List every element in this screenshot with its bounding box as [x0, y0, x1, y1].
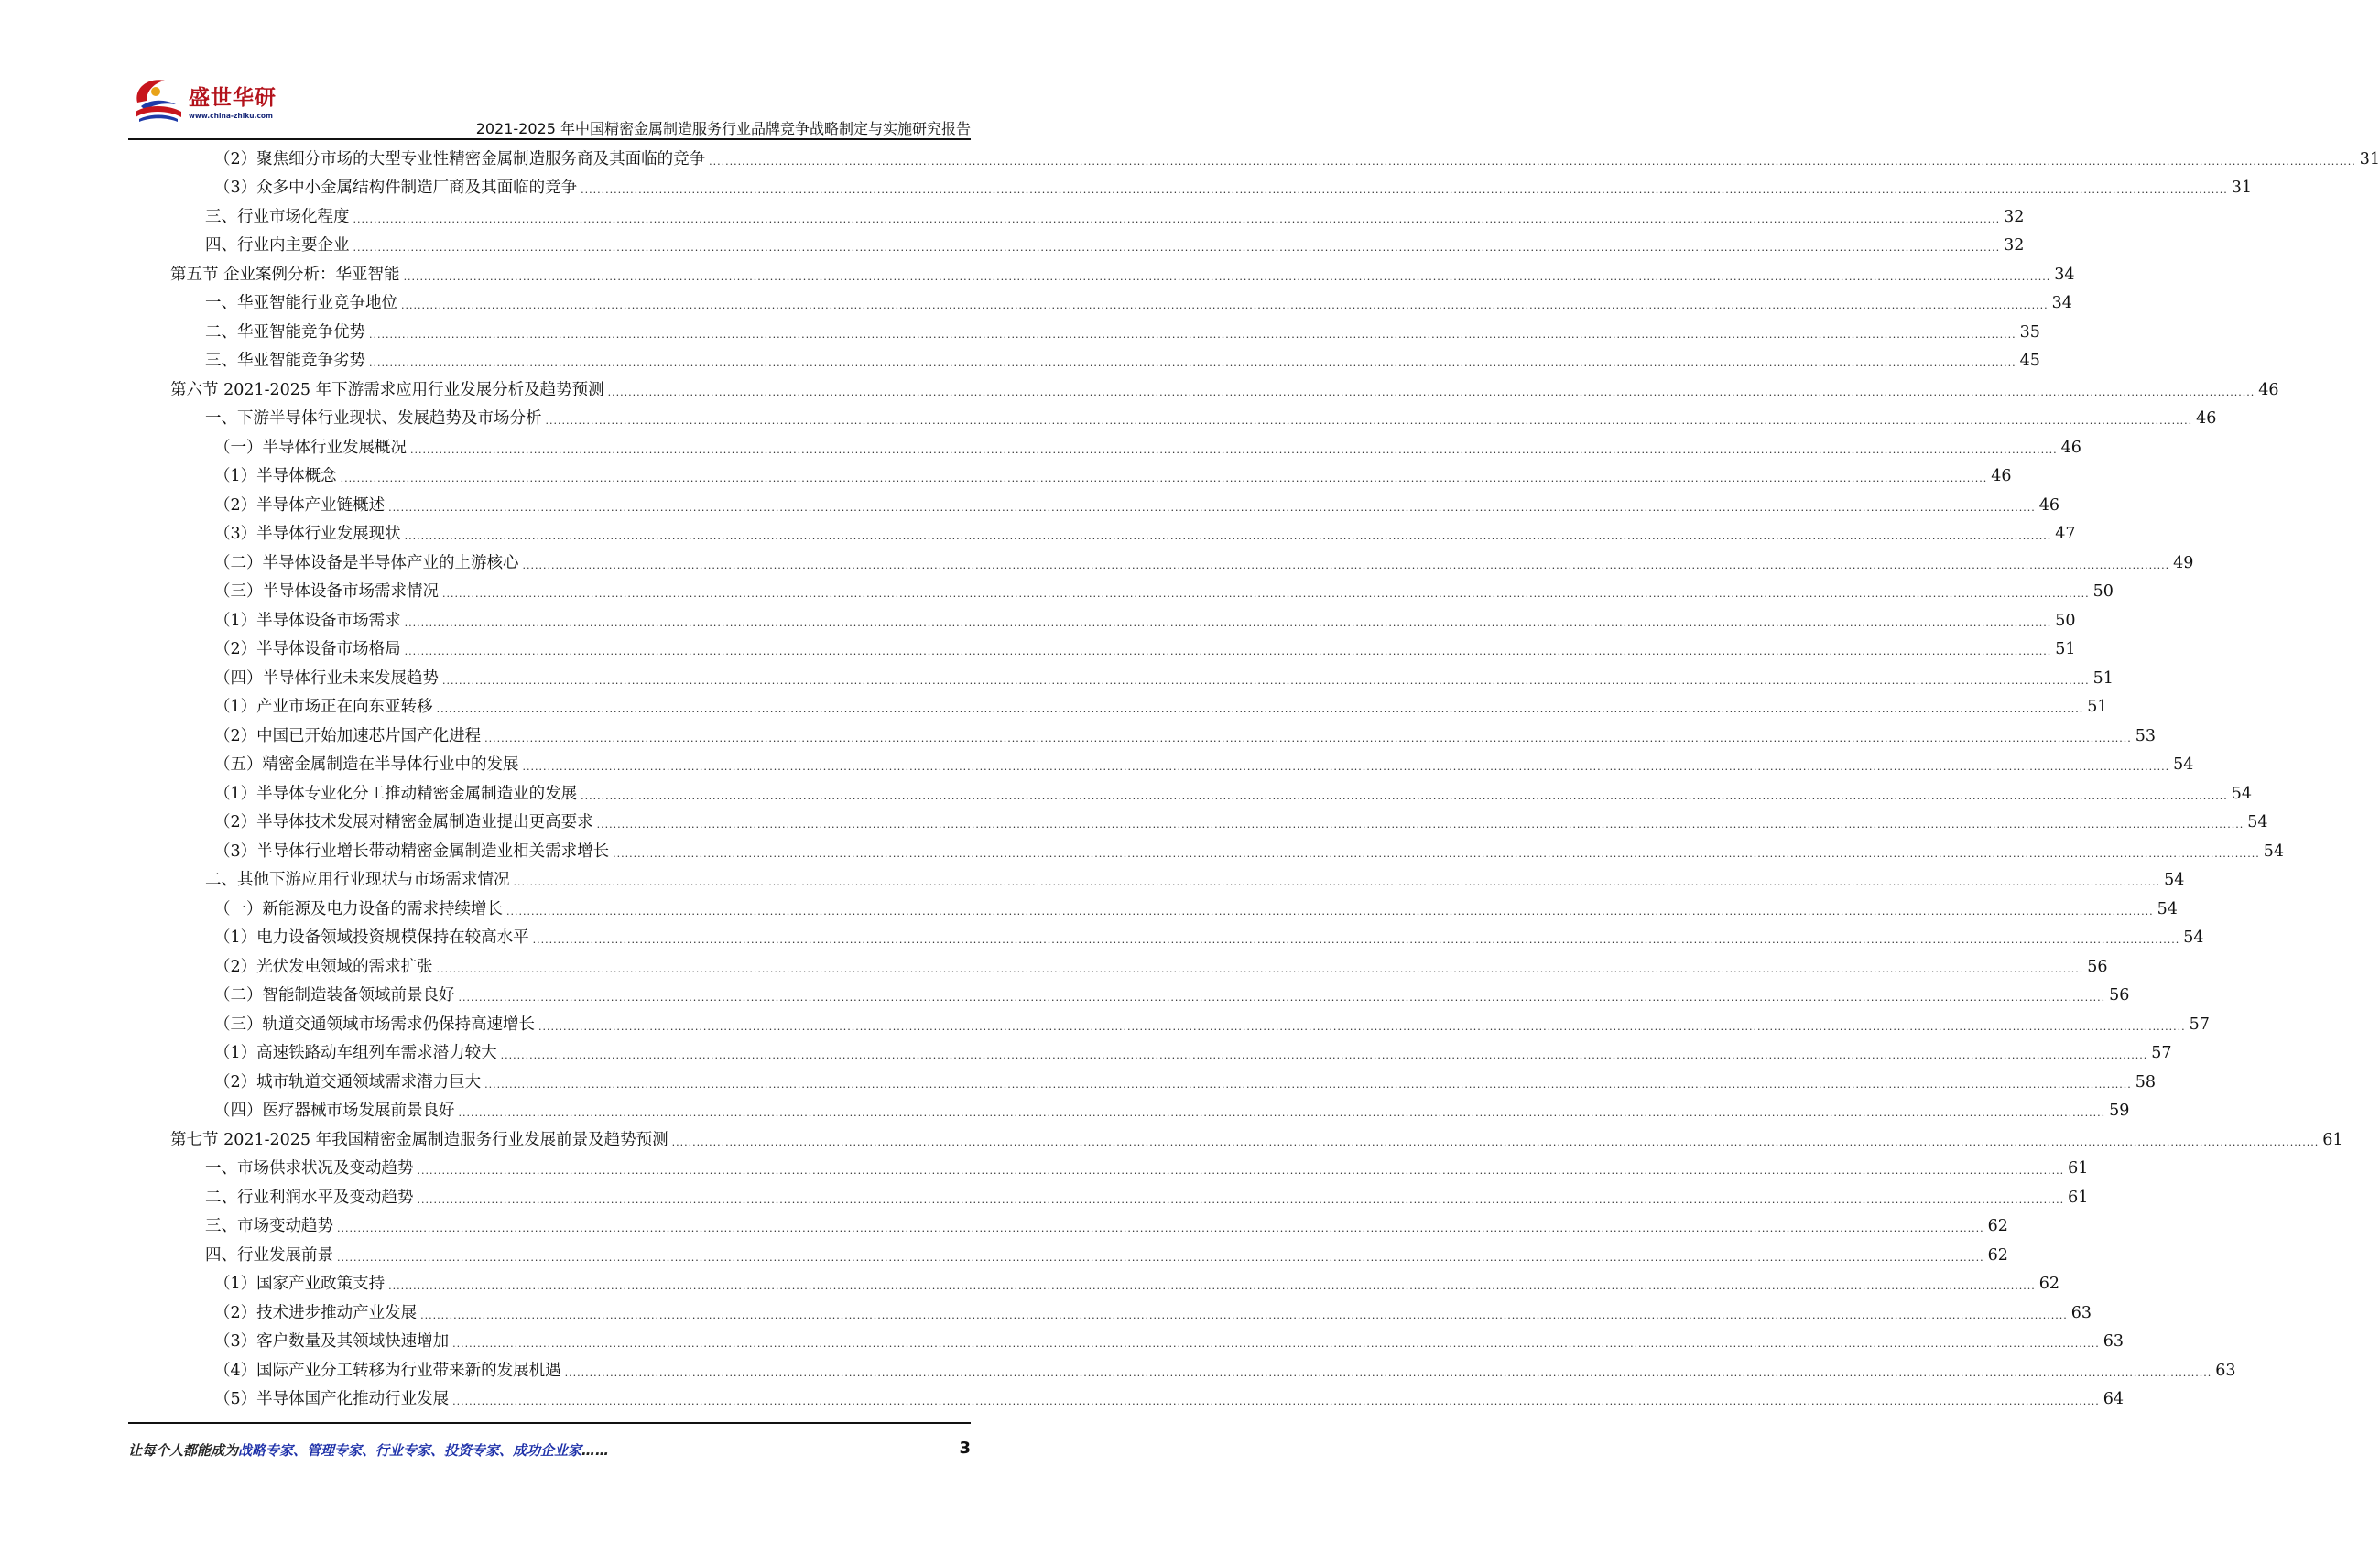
toc-entry-page: 54 — [2183, 928, 2204, 948]
company-logo — [128, 71, 293, 128]
toc-entry-label: （1）电力设备领域投资规模保持在较高水平 — [214, 928, 529, 948]
toc-entry[interactable] — [170, 809, 2268, 838]
toc-entry-page: 62 — [2038, 1275, 2060, 1294]
toc-entry[interactable] — [170, 693, 2108, 722]
toc-entry-page: 63 — [2103, 1332, 2125, 1352]
toc-entry-page: 62 — [1987, 1245, 2008, 1265]
toc-entry[interactable] — [170, 318, 2040, 347]
toc-entry-page: 46 — [2060, 438, 2081, 457]
toc-entry[interactable] — [170, 347, 2040, 376]
toc-entry-page: 46 — [2258, 380, 2279, 399]
toc-leader-dots: ................................................................................................................................................................................................................................................................................................................................................................................................................ — [500, 1049, 2148, 1062]
toc-entry[interactable] — [170, 1097, 2130, 1126]
toc-entry[interactable] — [170, 1212, 2008, 1242]
toc-entry-label: （1）半导体专业化分工推动精密金属制造业的发展 — [214, 784, 578, 803]
toc-entry-label: （四）半导体行业未来发展趋势 — [214, 668, 439, 688]
toc-entry[interactable] — [170, 751, 2194, 780]
toc-entry-label: （一）半导体行业发展概况 — [214, 438, 407, 457]
toc-entry-label: 一、市场供求状况及变动趋势 — [205, 1159, 414, 1178]
toc-leader-dots: ................................................................................................................................................................................................................................................................................................................................................................................................................ — [484, 732, 2132, 744]
footer-slogan-prefix: 让每个人都能成为 — [128, 1442, 239, 1459]
toc-entry-page: 54 — [2157, 899, 2178, 918]
toc-entry[interactable] — [170, 1270, 2060, 1299]
toc-leader-dots: ................................................................................................................................................................................................................................................................................................................................................................................................................ — [388, 1280, 2036, 1293]
toc-entry[interactable] — [170, 578, 2114, 607]
toc-leader-dots: ................................................................................................................................................................................................................................................................................................................................................................................................................ — [369, 328, 2016, 341]
toc-entry[interactable] — [170, 405, 2217, 434]
toc-entry-page: 64 — [2103, 1390, 2125, 1409]
toc-entry-page: 46 — [2196, 409, 2217, 429]
toc-entry[interactable] — [170, 1039, 2172, 1069]
toc-leader-dots: ................................................................................................................................................................................................................................................................................................................................................................................................................ — [442, 588, 2090, 601]
toc-entry-page: 32 — [2004, 207, 2025, 226]
toc-entry-label: 四、行业发展前景 — [205, 1245, 333, 1265]
toc-entry-page: 46 — [1991, 467, 2012, 486]
toc-leader-dots: ................................................................................................................................................................................................................................................................................................................................................................................................................ — [596, 819, 2244, 831]
toc-entry[interactable] — [170, 232, 2025, 261]
toc-entry-page: 47 — [2055, 525, 2076, 544]
toc-entry-label: （2）聚焦细分市场的大型专业性精密金属制造服务商及其面临的竞争 — [214, 149, 706, 168]
toc-entry[interactable] — [170, 145, 2380, 174]
toc-entry-label: 一、华亚智能行业竞争地位 — [205, 294, 397, 313]
toc-leader-dots: ................................................................................................................................................................................................................................................................................................................................................................................................................ — [452, 1338, 2100, 1351]
footer-slogan-highlight: 战略专家、管理专家、行业专家、投资专家、成功企业家 — [238, 1442, 582, 1459]
toc-entry[interactable] — [170, 1385, 2125, 1415]
toc-entry-page: 34 — [2054, 265, 2075, 284]
toc-entry-label: （2）半导体技术发展对精密金属制造业提出更高要求 — [214, 813, 593, 832]
toc-entry[interactable] — [170, 779, 2253, 809]
toc-entry[interactable] — [170, 1068, 2157, 1097]
toc-entry-label: （2）半导体产业链概述 — [214, 495, 386, 515]
toc-entry[interactable] — [170, 202, 2025, 232]
toc-entry[interactable] — [170, 722, 2157, 751]
toc-entry-page: 34 — [2051, 294, 2072, 313]
toc-leader-dots: ................................................................................................................................................................................................................................................................................................................................................................................................................ — [513, 876, 2161, 889]
toc-leader-dots: ................................................................................................................................................................................................................................................................................................................................................................................................................ — [613, 847, 2260, 860]
toc-entry-page: 31 — [2359, 149, 2380, 168]
toc-entry-page: 61 — [2068, 1188, 2089, 1207]
toc-leader-dots: ................................................................................................................................................................................................................................................................................................................................................................................................................ — [404, 530, 2052, 543]
toc-leader-dots: ................................................................................................................................................................................................................................................................................................................................................................................................................ — [458, 992, 2106, 1004]
toc-leader-dots: ................................................................................................................................................................................................................................................................................................................................................................................................................ — [522, 559, 2170, 571]
toc-entry-label: （三）轨道交通领域市场需求仍保持高速增长 — [214, 1015, 535, 1034]
toc-entry[interactable] — [170, 433, 2081, 462]
toc-leader-dots: ................................................................................................................................................................................................................................................................................................................................................................................................................ — [532, 934, 2180, 947]
toc-entry-label: （2）半导体设备市场格局 — [214, 640, 401, 659]
toc-leader-dots: ................................................................................................................................................................................................................................................................................................................................................................................................................ — [436, 703, 2084, 716]
table-of-contents — [170, 145, 2380, 1414]
footer-slogan-suffix: …… — [581, 1442, 610, 1459]
toc-leader-dots: ................................................................................................................................................................................................................................................................................................................................................................................................................ — [581, 184, 2228, 197]
toc-leader-dots: ................................................................................................................................................................................................................................................................................................................................................................................................................ — [436, 962, 2084, 975]
toc-entry-label: （2）技术进步推动产业发展 — [214, 1303, 418, 1322]
toc-entry-page: 58 — [2135, 1072, 2157, 1091]
toc-entry-label: （2）光伏发电领域的需求扩张 — [214, 957, 433, 976]
toc-entry-label: （2）城市轨道交通领域需求潜力巨大 — [214, 1072, 482, 1091]
toc-entry-label: （3）客户数量及其领域快速增加 — [214, 1332, 450, 1352]
toc-entry[interactable] — [170, 924, 2204, 953]
toc-entry-label: （3）半导体行业发展现状 — [214, 525, 401, 544]
toc-entry[interactable] — [170, 1010, 2210, 1039]
toc-entry[interactable] — [170, 1328, 2125, 1357]
toc-leader-dots: ................................................................................................................................................................................................................................................................................................................................................................................................................ — [538, 1020, 2186, 1033]
toc-entry[interactable] — [170, 260, 2075, 289]
toc-entry-label: （3）半导体行业增长带动精密金属制造业相关需求增长 — [214, 842, 610, 861]
toc-entry-page: 50 — [2092, 582, 2114, 602]
toc-entry[interactable] — [170, 1356, 2236, 1385]
logo-url: www.china-zhiku.com — [189, 112, 273, 120]
toc-entry[interactable] — [170, 289, 2072, 319]
toc-leader-dots: ................................................................................................................................................................................................................................................................................................................................................................................................................ — [417, 1165, 2065, 1178]
toc-entry-label: 三、华亚智能竞争劣势 — [205, 352, 365, 371]
toc-leader-dots: ................................................................................................................................................................................................................................................................................................................................................................................................................ — [607, 386, 2255, 398]
toc-entry-label: （2）中国已开始加速芯片国产化进程 — [214, 726, 482, 745]
toc-entry-label: （四）医疗器械市场发展前景良好 — [214, 1102, 455, 1121]
toc-entry[interactable] — [170, 837, 2285, 866]
toc-entry-label: （二）智能制造装备领域前景良好 — [214, 986, 455, 1005]
toc-entry-page: 57 — [2151, 1044, 2172, 1063]
toc-entry-label: 二、行业利润水平及变动趋势 — [205, 1188, 414, 1207]
toc-entry-page: 32 — [2004, 236, 2025, 255]
toc-entry-label: 第五节 企业案例分析：华亚智能 — [170, 265, 400, 284]
toc-entry[interactable] — [170, 635, 2076, 665]
toc-entry[interactable] — [170, 1155, 2089, 1184]
toc-leader-dots: ................................................................................................................................................................................................................................................................................................................................................................................................................ — [353, 212, 2001, 225]
toc-entry-label: 四、行业内主要企业 — [205, 236, 350, 255]
toc-entry-page: 54 — [2231, 784, 2253, 803]
toc-leader-dots: ................................................................................................................................................................................................................................................................................................................................................................................................................ — [417, 1193, 2065, 1206]
toc-entry-page: 49 — [2173, 553, 2194, 572]
toc-leader-dots: ................................................................................................................................................................................................................................................................................................................................................................................................................ — [410, 443, 2058, 456]
toc-entry[interactable] — [170, 1298, 2092, 1328]
toc-leader-dots: ................................................................................................................................................................................................................................................................................................................................................................................................................ — [564, 1366, 2212, 1379]
toc-entry-page: 59 — [2109, 1102, 2130, 1121]
toc-leader-dots: ................................................................................................................................................................................................................................................................................................................................................................................................................ — [522, 761, 2170, 774]
toc-entry-label: （1）国家产业政策支持 — [214, 1275, 386, 1294]
toc-entry[interactable] — [170, 1241, 2008, 1270]
toc-entry-label: （5）半导体国产化推动行业发展 — [214, 1390, 450, 1409]
toc-entry[interactable] — [170, 1183, 2089, 1212]
toc-entry-page: 53 — [2135, 726, 2157, 745]
toc-entry-page: 51 — [2055, 640, 2076, 659]
toc-entry-page: 61 — [2068, 1159, 2089, 1178]
toc-entry-label: 第六节 2021-2025 年下游需求应用行业发展分析及趋势预测 — [170, 380, 604, 399]
toc-entry[interactable] — [170, 664, 2114, 693]
toc-entry-page: 46 — [2038, 495, 2060, 515]
toc-leader-dots: ................................................................................................................................................................................................................................................................................................................................................................................................................ — [420, 1309, 2068, 1321]
toc-leader-dots: ................................................................................................................................................................................................................................................................................................................................................................................................................ — [452, 1395, 2100, 1408]
toc-entry-page: 45 — [2019, 352, 2040, 371]
toc-entry-label: （1）半导体设备市场需求 — [214, 611, 401, 630]
toc-entry-label: 三、市场变动趋势 — [205, 1217, 333, 1236]
toc-entry-label: （3）众多中小金属结构件制造厂商及其面临的竞争 — [214, 179, 578, 198]
toc-entry-label: （二）半导体设备是半导体产业的上游核心 — [214, 553, 519, 572]
toc-entry[interactable] — [170, 606, 2076, 635]
toc-entry-page: 31 — [2231, 179, 2253, 198]
toc-entry[interactable] — [170, 895, 2178, 924]
toc-leader-dots: ................................................................................................................................................................................................................................................................................................................................................................................................................ — [404, 616, 2052, 629]
toc-entry-label: （三）半导体设备市场需求情况 — [214, 582, 439, 602]
logo-emblem-icon — [128, 75, 187, 126]
toc-entry[interactable] — [170, 1125, 2343, 1155]
toc-entry-page: 51 — [2087, 698, 2108, 717]
toc-leader-dots: ................................................................................................................................................................................................................................................................................................................................................................................................................ — [671, 1135, 2320, 1148]
toc-entry-label: （五）精密金属制造在半导体行业中的发展 — [214, 755, 519, 775]
toc-entry[interactable] — [170, 520, 2076, 549]
toc-entry-page: 61 — [2322, 1130, 2343, 1149]
logo-text: 盛世华研 — [189, 86, 277, 110]
toc-leader-dots: ................................................................................................................................................................................................................................................................................................................................................................................................................ — [337, 1251, 1984, 1264]
toc-leader-dots: ................................................................................................................................................................................................................................................................................................................................................................................................................ — [369, 357, 2016, 370]
toc-entry-page: 54 — [2247, 813, 2268, 832]
toc-entry-page: 50 — [2055, 611, 2076, 630]
toc-entry[interactable] — [170, 866, 2185, 896]
toc-leader-dots: ................................................................................................................................................................................................................................................................................................................................................................................................................ — [340, 472, 1988, 485]
toc-entry-page: 51 — [2092, 668, 2114, 688]
toc-entry-label: （4）国际产业分工转移为行业带来新的发展机遇 — [214, 1361, 561, 1380]
toc-entry-label: 三、行业市场化程度 — [205, 207, 350, 226]
toc-entry-label: 第七节 2021-2025 年我国精密金属制造服务行业发展前景及趋势预测 — [170, 1130, 668, 1149]
footer-slogan — [128, 1440, 609, 1460]
toc-entry[interactable] — [170, 491, 2060, 520]
toc-entry-page: 63 — [2215, 1361, 2236, 1380]
toc-leader-dots: ................................................................................................................................................................................................................................................................................................................................................................................................................ — [442, 674, 2090, 687]
toc-leader-dots: ................................................................................................................................................................................................................................................................................................................................................................................................................ — [458, 1107, 2106, 1120]
footer-divider — [128, 1422, 971, 1424]
toc-entry-page: 35 — [2019, 322, 2040, 342]
toc-leader-dots: ................................................................................................................................................................................................................................................................................................................................................................................................................ — [709, 155, 2356, 168]
toc-entry-label: 一、下游半导体行业现状、发展趋势及市场分析 — [205, 409, 542, 429]
header-divider — [128, 138, 971, 140]
toc-entry[interactable] — [170, 548, 2194, 578]
toc-entry-label: 二、华亚智能竞争优势 — [205, 322, 365, 342]
toc-entry-page: 57 — [2189, 1015, 2210, 1034]
toc-leader-dots: ................................................................................................................................................................................................................................................................................................................................................................................................................ — [545, 415, 2193, 428]
toc-entry-page: 54 — [2173, 755, 2194, 775]
toc-entry-label: 二、其他下游应用行业现状与市场需求情况 — [205, 871, 510, 890]
toc-entry-label: （1）高速铁路动车组列车需求潜力较大 — [214, 1044, 497, 1063]
page-header — [128, 71, 971, 141]
toc-entry[interactable] — [170, 462, 2012, 492]
toc-leader-dots: ................................................................................................................................................................................................................................................................................................................................................................................................................ — [388, 501, 2036, 514]
toc-entry-label: （1）半导体概念 — [214, 467, 337, 486]
toc-leader-dots: ................................................................................................................................................................................................................................................................................................................................................................................................................ — [337, 1222, 1984, 1235]
toc-leader-dots: ................................................................................................................................................................................................................................................................................................................................................................................................................ — [506, 905, 2154, 918]
toc-entry-page: 56 — [2109, 986, 2130, 1005]
toc-entry[interactable] — [170, 952, 2108, 982]
toc-leader-dots: ................................................................................................................................................................................................................................................................................................................................................................................................................ — [353, 242, 2001, 255]
toc-entry-label: （1）产业市场正在向东亚转移 — [214, 698, 433, 717]
toc-entry[interactable] — [170, 375, 2279, 405]
toc-leader-dots: ................................................................................................................................................................................................................................................................................................................................................................................................................ — [581, 789, 2228, 802]
toc-entry[interactable] — [170, 174, 2253, 203]
report-title: 2021-2025 年中国精密金属制造服务行业品牌竞争战略制定与实施研究报告 — [475, 120, 971, 137]
toc-leader-dots: ................................................................................................................................................................................................................................................................................................................................................................................................................ — [484, 1078, 2132, 1091]
toc-entry[interactable] — [170, 982, 2130, 1011]
toc-entry-page: 56 — [2087, 957, 2108, 976]
toc-leader-dots: ................................................................................................................................................................................................................................................................................................................................................................................................................ — [403, 270, 2051, 283]
toc-entry-page: 63 — [2070, 1303, 2092, 1322]
toc-entry-page: 62 — [1987, 1217, 2008, 1236]
page-number: 3 — [959, 1439, 971, 1458]
toc-leader-dots: ................................................................................................................................................................................................................................................................................................................................................................................................................ — [401, 299, 2049, 312]
toc-leader-dots: ................................................................................................................................................................................................................................................................................................................................................................................................................ — [404, 646, 2052, 658]
toc-entry-page: 54 — [2164, 871, 2185, 890]
toc-entry-label: （一）新能源及电力设备的需求持续增长 — [214, 899, 503, 918]
toc-entry-page: 54 — [2263, 842, 2285, 861]
